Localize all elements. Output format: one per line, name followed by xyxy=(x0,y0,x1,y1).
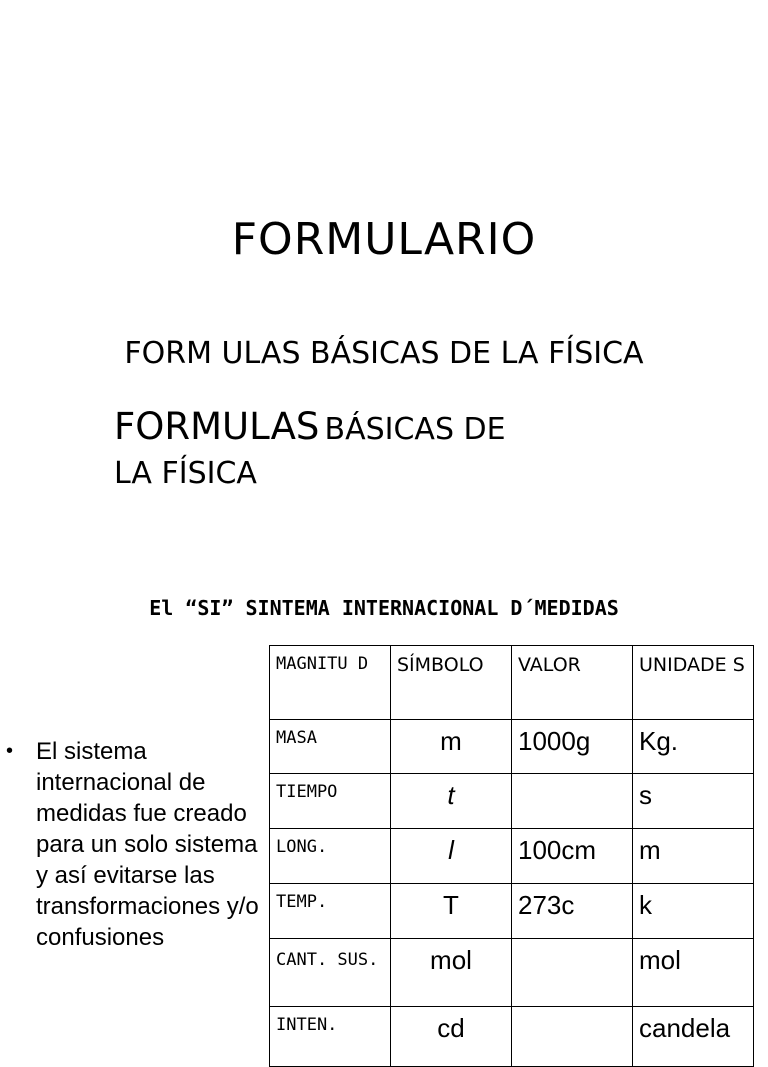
heading-basicas: BÁSICAS DE xyxy=(324,412,506,447)
heading-la-fisica: LA FÍSICA xyxy=(114,456,257,491)
magnitud-cell: LONG. xyxy=(270,829,391,884)
table-row xyxy=(270,939,754,1007)
simbolo-cell: l xyxy=(391,829,512,884)
subtitle: FORM ULAS BÁSICAS DE LA FÍSICA xyxy=(124,336,644,371)
valor-cell xyxy=(512,774,633,829)
unidad-cell: Kg. xyxy=(633,720,754,774)
bullet-item xyxy=(6,736,268,953)
valor-cell xyxy=(512,1007,633,1067)
header-cell: MAGNITU D xyxy=(270,646,391,720)
magnitud-cell: MASA xyxy=(270,720,391,774)
magnitud-cell: TEMP. xyxy=(270,884,391,939)
simbolo-cell: T xyxy=(391,884,512,939)
valor-cell: 100cm xyxy=(512,829,633,884)
unidad-cell: candela xyxy=(633,1007,754,1067)
table-row xyxy=(270,1007,754,1067)
table-header-row xyxy=(270,646,754,720)
header-cell: UNIDADE S xyxy=(633,646,754,720)
simbolo-cell: cd xyxy=(391,1007,512,1067)
unidad-cell: k xyxy=(633,884,754,939)
simbolo-cell: m xyxy=(391,720,512,774)
table-row xyxy=(270,884,754,939)
magnitud-cell: INTEN. xyxy=(270,1007,391,1067)
si-table xyxy=(269,645,754,1067)
simbolo-cell: t xyxy=(391,774,512,829)
unidad-cell: s xyxy=(633,774,754,829)
valor-cell: 273c xyxy=(512,884,633,939)
valor-cell: 1000g xyxy=(512,720,633,774)
header-cell: VALOR xyxy=(512,646,633,720)
bullet-dot-icon: • xyxy=(6,740,14,762)
unidad-cell: mol xyxy=(633,939,754,1007)
magnitud-cell: TIEMPO xyxy=(270,774,391,829)
page-title: FORMULARIO xyxy=(231,214,537,265)
section-heading xyxy=(114,404,634,497)
unidad-cell: m xyxy=(633,829,754,884)
bullet-text: El sistema internacional de medidas fue creado para un solo sistema y así evitarse las transformaciones y/o confusiones xyxy=(36,738,259,951)
table-row xyxy=(270,720,754,774)
heading-formulas: FORMULAS xyxy=(114,405,320,448)
magnitud-cell: CANT. SUS. xyxy=(270,939,391,1007)
simbolo-cell: mol xyxy=(391,939,512,1007)
table-row xyxy=(270,774,754,829)
table-row xyxy=(270,829,754,884)
si-heading: El “SI” SINTEMA INTERNACIONAL D´MEDIDAS xyxy=(149,596,619,620)
header-cell: SÍMBOLO xyxy=(391,646,512,720)
valor-cell xyxy=(512,939,633,1007)
